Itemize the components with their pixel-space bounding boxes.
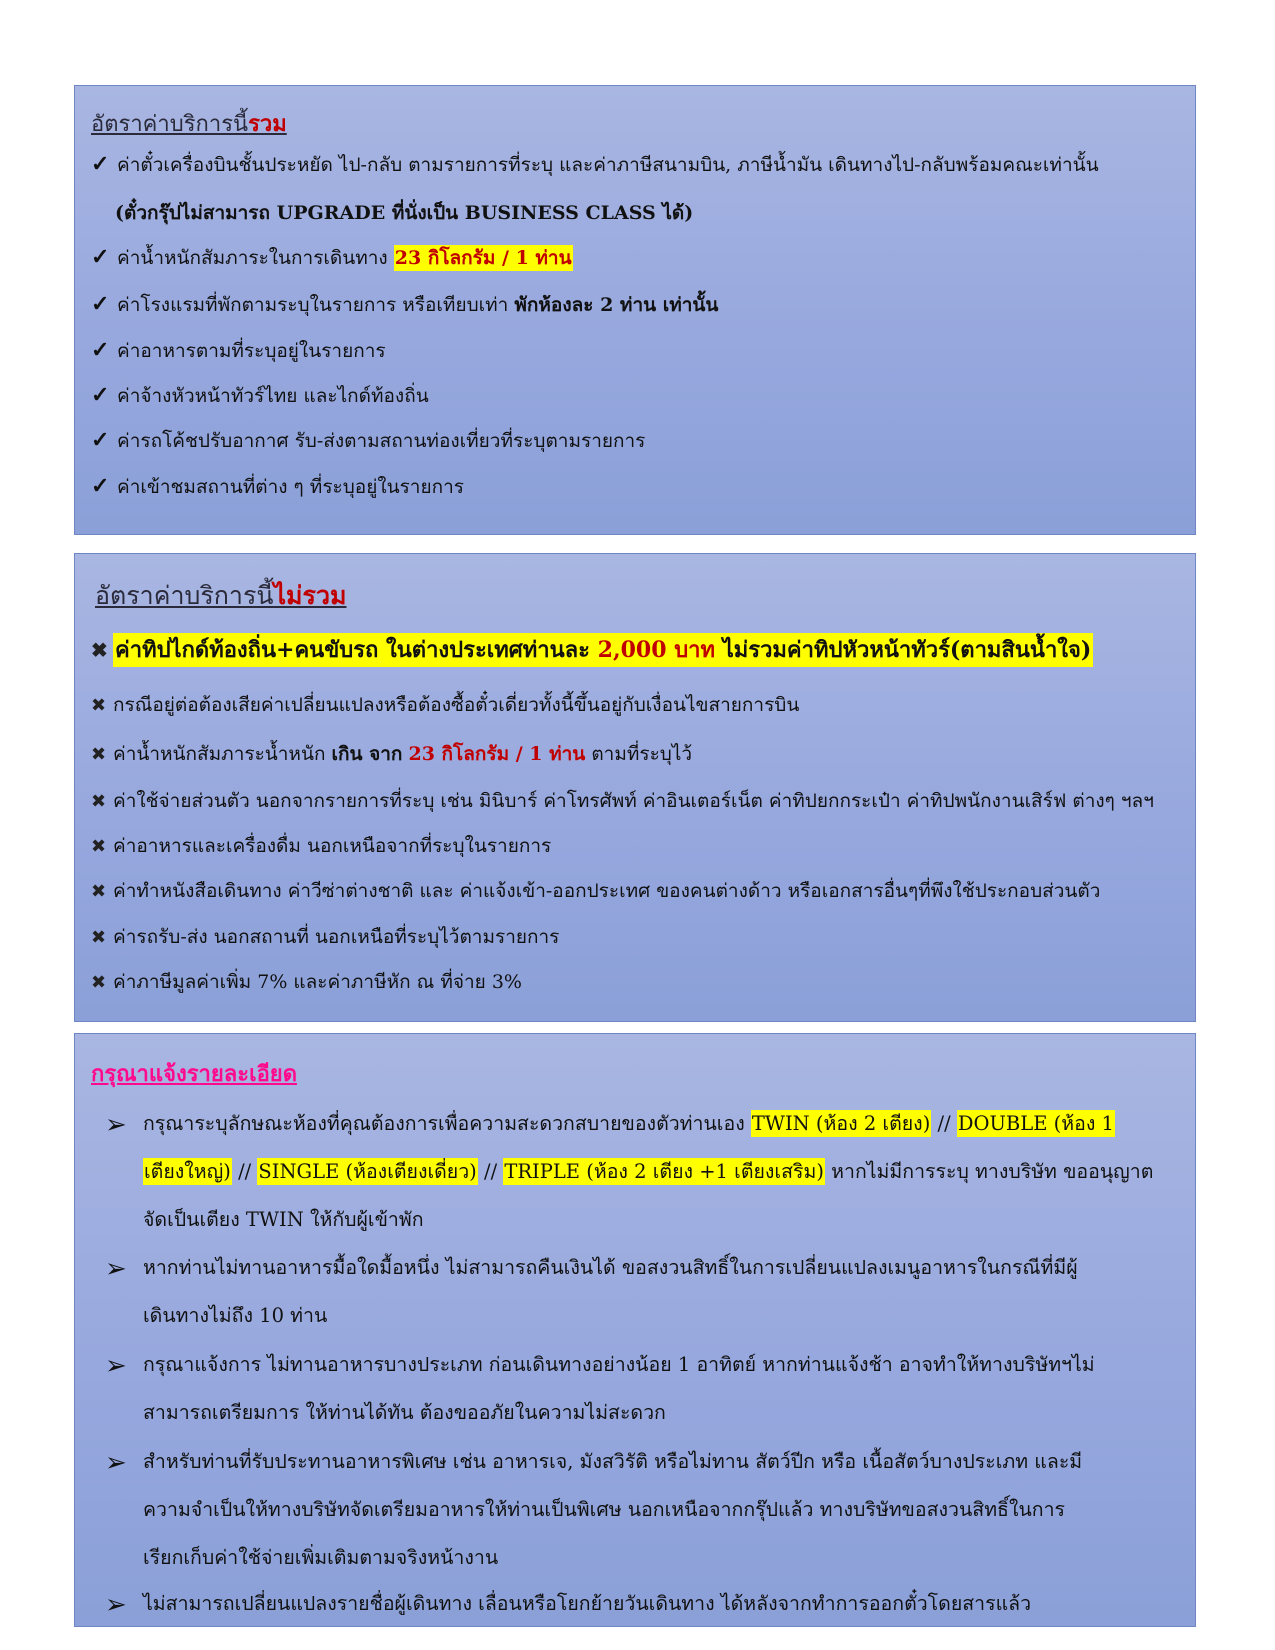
- included-item-note: (ตั๋วกรุ๊ปไม่สามารถ UPGRADE ที่นั่งเป็น BUSINESS CLASS ได้): [115, 202, 694, 224]
- arrow-bullet-icon: ➢: [105, 1448, 127, 1478]
- arrow-bullet-icon: ➢: [105, 1351, 127, 1381]
- notes-title: กรุณาแจ้งรายละเอียด: [91, 1061, 297, 1087]
- x-mark-icon: ✖: [91, 791, 107, 812]
- baggage-highlight: 23 กิโลกรัม / 1 ท่าน: [394, 247, 572, 269]
- included-title: อัตราค่าบริการนี้รวม: [91, 111, 287, 137]
- excluded-item: ✖ ค่าทำหนังสือเดินทาง ค่าวีซ่าต่างชาติ และ ค่าแจ้งเข้า-ออกประเทศ ของคนต่างด้าว หรือเอกสารอื่นๆที่พึงใช้ประกอบส่วนตัว: [91, 880, 1101, 902]
- check-icon: ✓: [91, 151, 110, 177]
- x-mark-icon: ✖: [91, 927, 107, 948]
- included-section: [74, 85, 1196, 535]
- included-item: ✓ ค่าจ้างหัวหน้าทัวร์ไทย และไกด์ท้องถิ่น: [91, 382, 429, 408]
- x-mark-icon: ✖: [91, 638, 108, 662]
- arrow-bullet-icon: ➢: [105, 1254, 127, 1284]
- excluded-item: ✖ ค่าใช้จ่ายส่วนตัว นอกจากรายการที่ระบุ เช่น มินิบาร์ ค่าโทรศัพท์ ค่าอินเตอร์เน็ต ค่าทิปยกกระเป๋า ค่าทิปพนักงานเสิร์ฟ ต่างๆ ฯลฯ: [91, 790, 1154, 812]
- x-mark-icon: ✖: [91, 881, 107, 902]
- x-mark-icon: ✖: [91, 695, 107, 716]
- arrow-bullet-icon: ➢: [105, 1110, 127, 1140]
- check-icon: ✓: [91, 427, 110, 453]
- notes-section: กรุณาแจ้งรายละเอียด ➢ กรุณาระบุลักษณะห้องที่คุณต้องการเพื่อความสะดวกสบายของตัวท่านเอง TWIN (ห้อง 2 เตียง) // DOUBLE (ห้อง 1 เตียงใหญ่) // SINGLE (ห้องเตียงเดี่ยว) // TRIPLE (ห้อง 2 เตียง +1 เตียงเสริม) หากไม่มีการระบุ ทางบริษัท ขออนุญาต จัดเป็นเตียง TWIN ให้กับผู้เข้าพัก ➢ หากท่านไม่ทานอาหารมื้อใดมื้อหนึ่ง ไม่สามารถคืนเงินได้ ขอสงวนสิทธิ์ในการเปลี่ยนแปลงเมนูอาหารในกรณีที่มีผู้ เดินทางไม่ถึง 10 ท่าน ➢ กรุณาแจ้งการ ไม่ทานอาหารบางประเภท ก่อนเดินทางอย่างน้อย 1 อาทิตย์ หากท่านแจ้งช้า อาจทำให้ทางบริษัทฯไม่ สามารถเตรียมการ ให้ท่านได้ทัน ต้องขออภัยในความไม่สะดวก ➢ สำหรับท่านที่รับประทานอาหารพิเศษ เช่น อาหารเจ, มังสวิรัติ หรือไม่ทาน สัตว์ปีก หรือ เนื้อสัตว์บางประเภท และมี ความจำเป็นให้ทางบริษัทจัดเตรียมอาหารให้ท่านเป็นพิเศษ นอกเหนือจากกรุ๊ปแล้ว ทางบริษัทขอสงวนสิทธิ์ในการ เรียกเก็บค่าใช้จ่ายเพิ่มเติมตามจริงหน้างาน ➢ ไม่สามารถเปลี่ยนแปลงรายชื่อผู้เดินทาง เลื่อนหรือโยกย้ายวันเดินทาง ได้หลังจากทำการออกตั๋วโดยสารแล้ว: [74, 1033, 1196, 1627]
- excluded-item: ✖ กรณีอยู่ต่อต้องเสียค่าเปลี่ยนแปลงหรือต้องซื้อตั๋วเดี่ยวทั้งนี้ขึ้นอยู่กับเงื่อนไขสายการบิน: [91, 694, 800, 716]
- check-icon: ✓: [91, 244, 110, 270]
- x-mark-icon: ✖: [91, 744, 107, 765]
- check-icon: ✓: [91, 382, 110, 408]
- included-item: ✓ ค่ารถโค้ชปรับอากาศ รับ-ส่งตามสถานท่องเที่ยวที่ระบุตามรายการ: [91, 427, 646, 453]
- included-item: ✓ ค่าเข้าชมสถานที่ต่าง ๆ ที่ระบุอยู่ในรายการ: [91, 473, 464, 499]
- excluded-title: อัตราค่าบริการนี้ไม่รวม: [95, 581, 347, 610]
- check-icon: ✓: [91, 337, 110, 363]
- excluded-section: [74, 553, 1196, 1022]
- included-item: ✓ ค่าน้ำหนักสัมภาระในการเดินทาง 23 กิโลกรัม / 1 ท่าน: [91, 244, 572, 270]
- excluded-item: ✖ ค่าน้ำหนักสัมภาระน้ำหนัก เกิน จาก 23 กิโลกรัม / 1 ท่าน ตามที่ระบุไว้: [91, 743, 693, 765]
- excluded-tip-item: ✖ ค่าทิปไกด์ท้องถิ่น+คนขับรถ ในต่างประเทศท่านละ 2,000 บาท ไม่รวมค่าทิปหัวหน้าทัวร์(ตามสินน้ำใจ): [91, 632, 1187, 667]
- check-icon: ✓: [91, 473, 110, 499]
- excluded-item: ✖ ค่ารถรับ-ส่ง นอกสถานที่ นอกเหนือที่ระบุไว้ตามรายการ: [91, 926, 560, 948]
- check-icon: ✓: [91, 291, 110, 317]
- x-mark-icon: ✖: [91, 836, 107, 857]
- included-item: ✓ ค่าโรงแรมที่พักตามระบุในรายการ หรือเทียบเท่า พักห้องละ 2 ท่าน เท่านั้น: [91, 291, 719, 317]
- arrow-bullet-icon: ➢: [105, 1590, 127, 1620]
- included-item: ✓ ค่าอาหารตามที่ระบุอยู่ในรายการ: [91, 337, 386, 363]
- excluded-item: ✖ ค่าอาหารและเครื่องดื่ม นอกเหนือจากที่ระบุในรายการ: [91, 835, 552, 857]
- included-item: ✓ ค่าตั๋วเครื่องบินชั้นประหยัด ไป-กลับ ตามรายการที่ระบุ และค่าภาษีสนามบิน, ภาษีน้ำมัน เดินทางไป-กลับพร้อมคณะเท่านั้น: [91, 151, 1099, 177]
- x-mark-icon: ✖: [91, 972, 107, 993]
- excluded-item: ✖ ค่าภาษีมูลค่าเพิ่ม 7% และค่าภาษีหัก ณ ที่จ่าย 3%: [91, 971, 522, 993]
